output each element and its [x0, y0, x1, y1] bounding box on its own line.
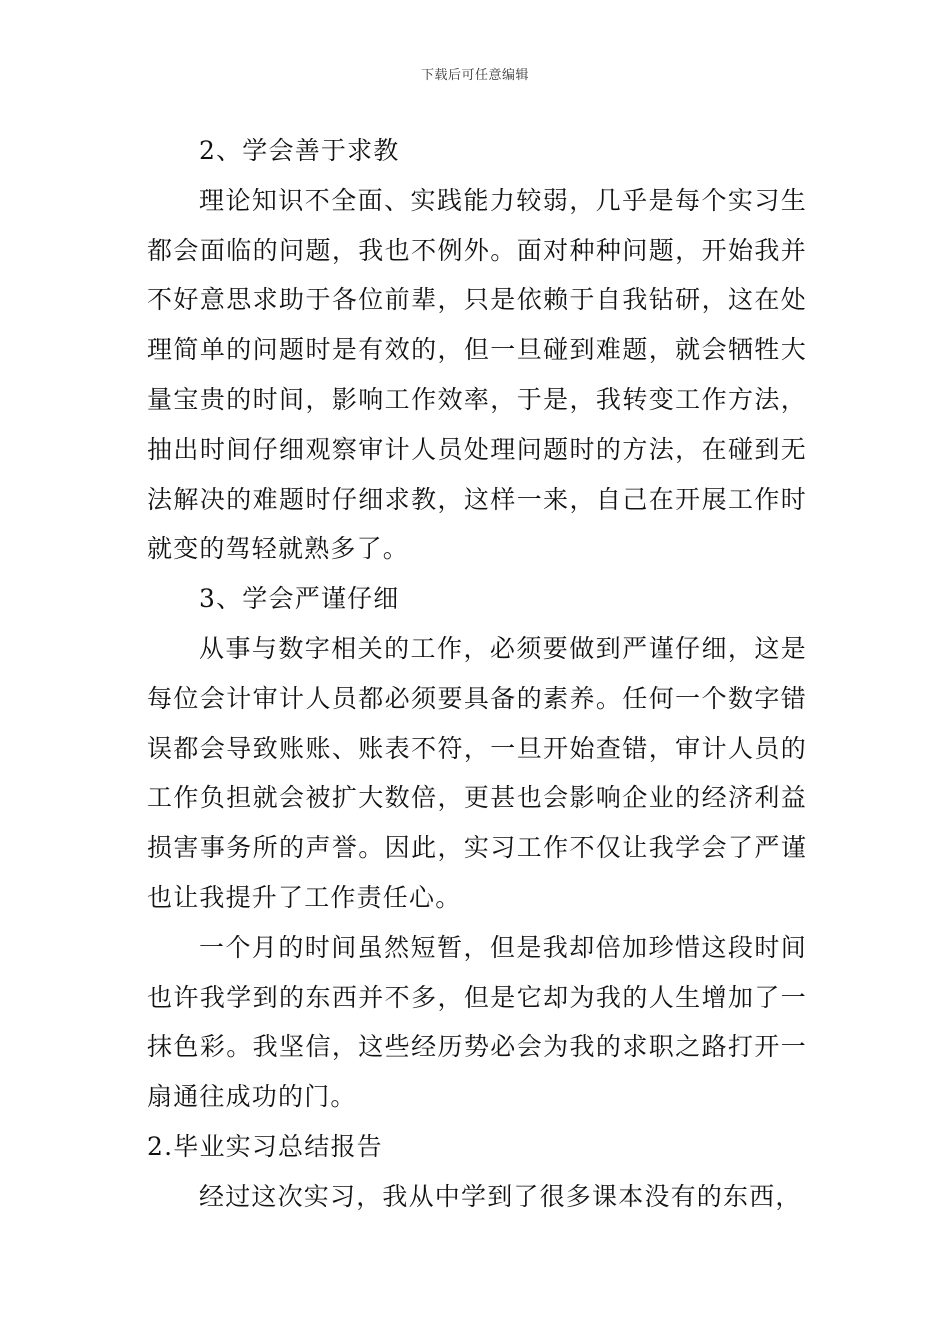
paragraph-conclusion: 一个月的时间虽然短暂，但是我却倍加珍惜这段时间也许我学到的东西并不多，但是它却为我的人生增加了一抹色彩。我坚信，这些经历势必会为我的求职之路打开一扇通往成功的门。 [147, 932, 807, 1112]
paragraph-seek-advice: 理论知识不全面、实践能力较弱，几乎是每个实习生都会面临的问题，我也不例外。面对种种问题，开始我并不好意思求助于各位前辈，只是依赖于自我钻研，这在处理简单的问题时是有效的，但一旦碰到难题，就会牺牲大量宝贵的时间，影响工作效率，于是，我转变工作方法，抽出时间仔细观察审计人员处理问题时的方法，在碰到无法解决的难题时仔细求教，这样一来，自己在开展工作时就变的驾轻就熟多了。 [147, 185, 807, 564]
report-title: 2.毕业实习总结报告 [147, 1131, 383, 1161]
section-heading-2: 2、学会善于求教 [199, 136, 400, 165]
paragraph-report-intro: 经过这次实习，我从中学到了很多课本没有的东西， [199, 1181, 802, 1211]
paragraph-rigor: 从事与数字相关的工作，必须要做到严谨仔细，这是每位会计审计人员都必须要具备的素养。任何一个数字错误都会导致账账、账表不符，一旦开始查错，审计人员的工作负担就会被扩大数倍，更甚也会影响企业的经济利益损害事务所的声誉。因此，实习工作不仅让我学会了严谨也让我提升了工作责任心。 [147, 633, 807, 912]
document-body [147, 126, 807, 1222]
page-header: 下载后可任意编辑 [420, 68, 529, 83]
section-heading-3: 3、学会严谨仔细 [199, 584, 400, 614]
